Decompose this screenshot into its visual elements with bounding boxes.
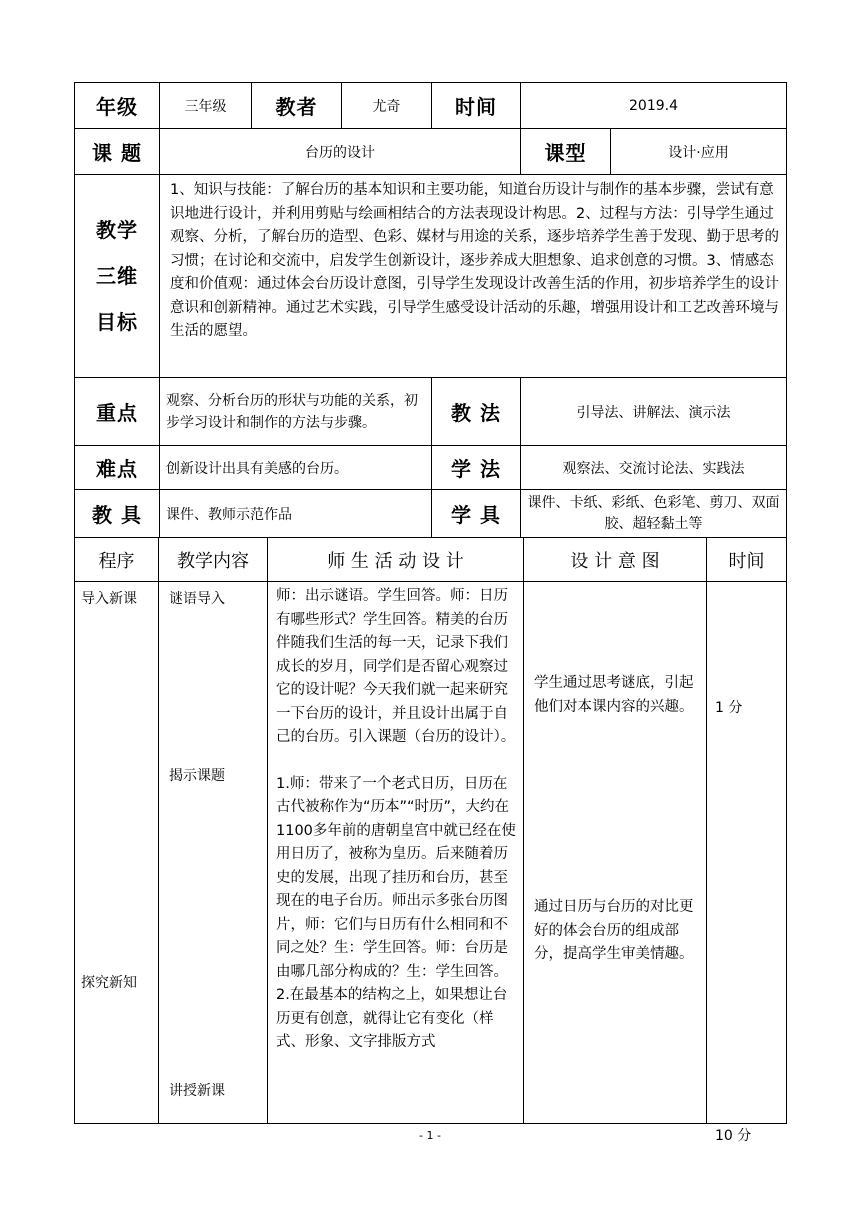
grade-label: 年级 <box>75 83 160 129</box>
step-intro: 导入新课 <box>81 591 137 607</box>
type-label: 课型 <box>521 129 611 175</box>
objectives-label-line-2: 三维 <box>96 264 138 288</box>
topic-value: 台历的设计 <box>160 129 521 175</box>
student-tools-value: 课件、卡纸、彩纸、色彩笔、剪刀、双面胶、超轻黏土等 <box>521 490 787 538</box>
learn-method-label: 学 法 <box>432 446 521 490</box>
objectives-text: 1、知识与技能：了解台历的基本知识和主要功能，知道台历设计与制作的基本步骤，尝试有意识地进行设计，并利用剪贴与绘画相结合的方法表现设计构思。2、过程与方法：引导学生通过观察、分析，了解台历的造型、色彩、媒材与用途的关系，逐步培养学生善于发现、勤于思考的习惯；在讨论和交流中，启发学生创新设计，逐步养成大胆想象、追求创意的习惯。3、情感态度和价值观：通过体会台历设计意图，引导学生发现设计改善生活的作用，初步培养学生的设计意识和创新精神。通过艺术实践，引导学生感受设计活动的乐趣，增强用设计和工艺改善环境与生活的愿望。 <box>170 182 779 339</box>
activity-cell <box>268 582 524 1124</box>
intent-1: 学生通过思考谜底，引起他们对本课内容的兴趣。 <box>534 675 694 715</box>
focus-label: 重点 <box>75 378 160 446</box>
focus-value: 观察、分析台历的形状与功能的关系，初步学习设计和制作的方法与步骤。 <box>166 392 418 431</box>
procedure-cell <box>75 582 159 1124</box>
time-2: 10 分 <box>715 1128 752 1144</box>
content-teach: 讲授新课 <box>169 1083 225 1099</box>
header-procedure: 程序 <box>75 538 159 582</box>
difficulty-label: 难点 <box>75 446 160 490</box>
header-intent: 设 计 意 图 <box>524 538 707 582</box>
teach-method-value: 引导法、讲解法、演示法 <box>521 378 787 446</box>
lesson-info-table <box>74 82 787 538</box>
teacher-tools-cell <box>160 490 432 538</box>
teacher-tools-value: 课件、教师示范作品 <box>166 506 292 523</box>
objectives-label-line-3: 目标 <box>96 310 138 334</box>
header-activity: 师 生 活 动 设 计 <box>268 538 524 582</box>
grade-value: 三年级 <box>160 83 252 129</box>
activity-2: 1.师：带来了一个老式日历，日历在古代被称作为“历本”“时历”，大约在1100多年前的唐朝皇宫中就已经在使用日历了，被称为皇历。后来随着历史的发展，出现了挂历和台历，甚至现在的电子台历。师出示多张台历图片，师：它们与日历有什么相同和不同之处？生：学生回答。师：台历是由哪几部分构成的？生：学生回答。 <box>276 775 516 980</box>
header-time: 时间 <box>707 538 787 582</box>
activity-1: 师：出示谜语。学生回答。师：日历有哪些形式？学生回答。精美的台历伴随我们生活的每一天，记录下我们成长的岁月，同学们是否留心观察过它的设计呢？今天我们就一起来研究一下台历的设计，并且设计出属于自己的台历。引入课题（台历的设计）。 <box>276 588 516 745</box>
time-value: 2019.4 <box>521 83 787 129</box>
content-riddle: 谜语导入 <box>169 591 225 607</box>
teach-method-label: 教 法 <box>432 378 521 446</box>
teacher-label: 教者 <box>252 83 342 129</box>
focus-cell <box>160 378 432 446</box>
teacher-value: 尤奇 <box>342 83 432 129</box>
difficulty-cell <box>160 446 432 490</box>
objectives-label <box>75 175 160 378</box>
content-reveal: 揭示课题 <box>169 768 225 784</box>
intent-2: 通过日历与台历的对比更好的体会台历的组成部分，提高学生审美情趣。 <box>534 899 694 962</box>
student-tools-label: 学 具 <box>432 490 521 538</box>
objectives-label-line-1: 教学 <box>96 218 138 242</box>
header-content: 教学内容 <box>159 538 268 582</box>
topic-label: 课 题 <box>75 129 160 175</box>
step-explore: 探究新知 <box>81 975 137 991</box>
teacher-tools-label: 教 具 <box>75 490 160 538</box>
intent-cell <box>524 582 707 1124</box>
content-cell <box>159 582 268 1124</box>
activity-3: 2.在最基本的结构之上，如果想让台历更有创意，就得让它有变化（样式、形象、文字排版方式 <box>276 987 508 1050</box>
procedure-table <box>74 537 787 1144</box>
page-number: - 1 - <box>419 1129 441 1142</box>
type-value: 设计·应用 <box>611 129 787 175</box>
time-label: 时间 <box>432 83 521 129</box>
objectives-cell <box>160 175 787 378</box>
time-1: 1 分 <box>715 700 743 716</box>
time-cell <box>707 582 787 1144</box>
difficulty-value: 创新设计出具有美感的台历。 <box>166 460 348 477</box>
learn-method-value: 观察法、交流讨论法、实践法 <box>521 446 787 490</box>
